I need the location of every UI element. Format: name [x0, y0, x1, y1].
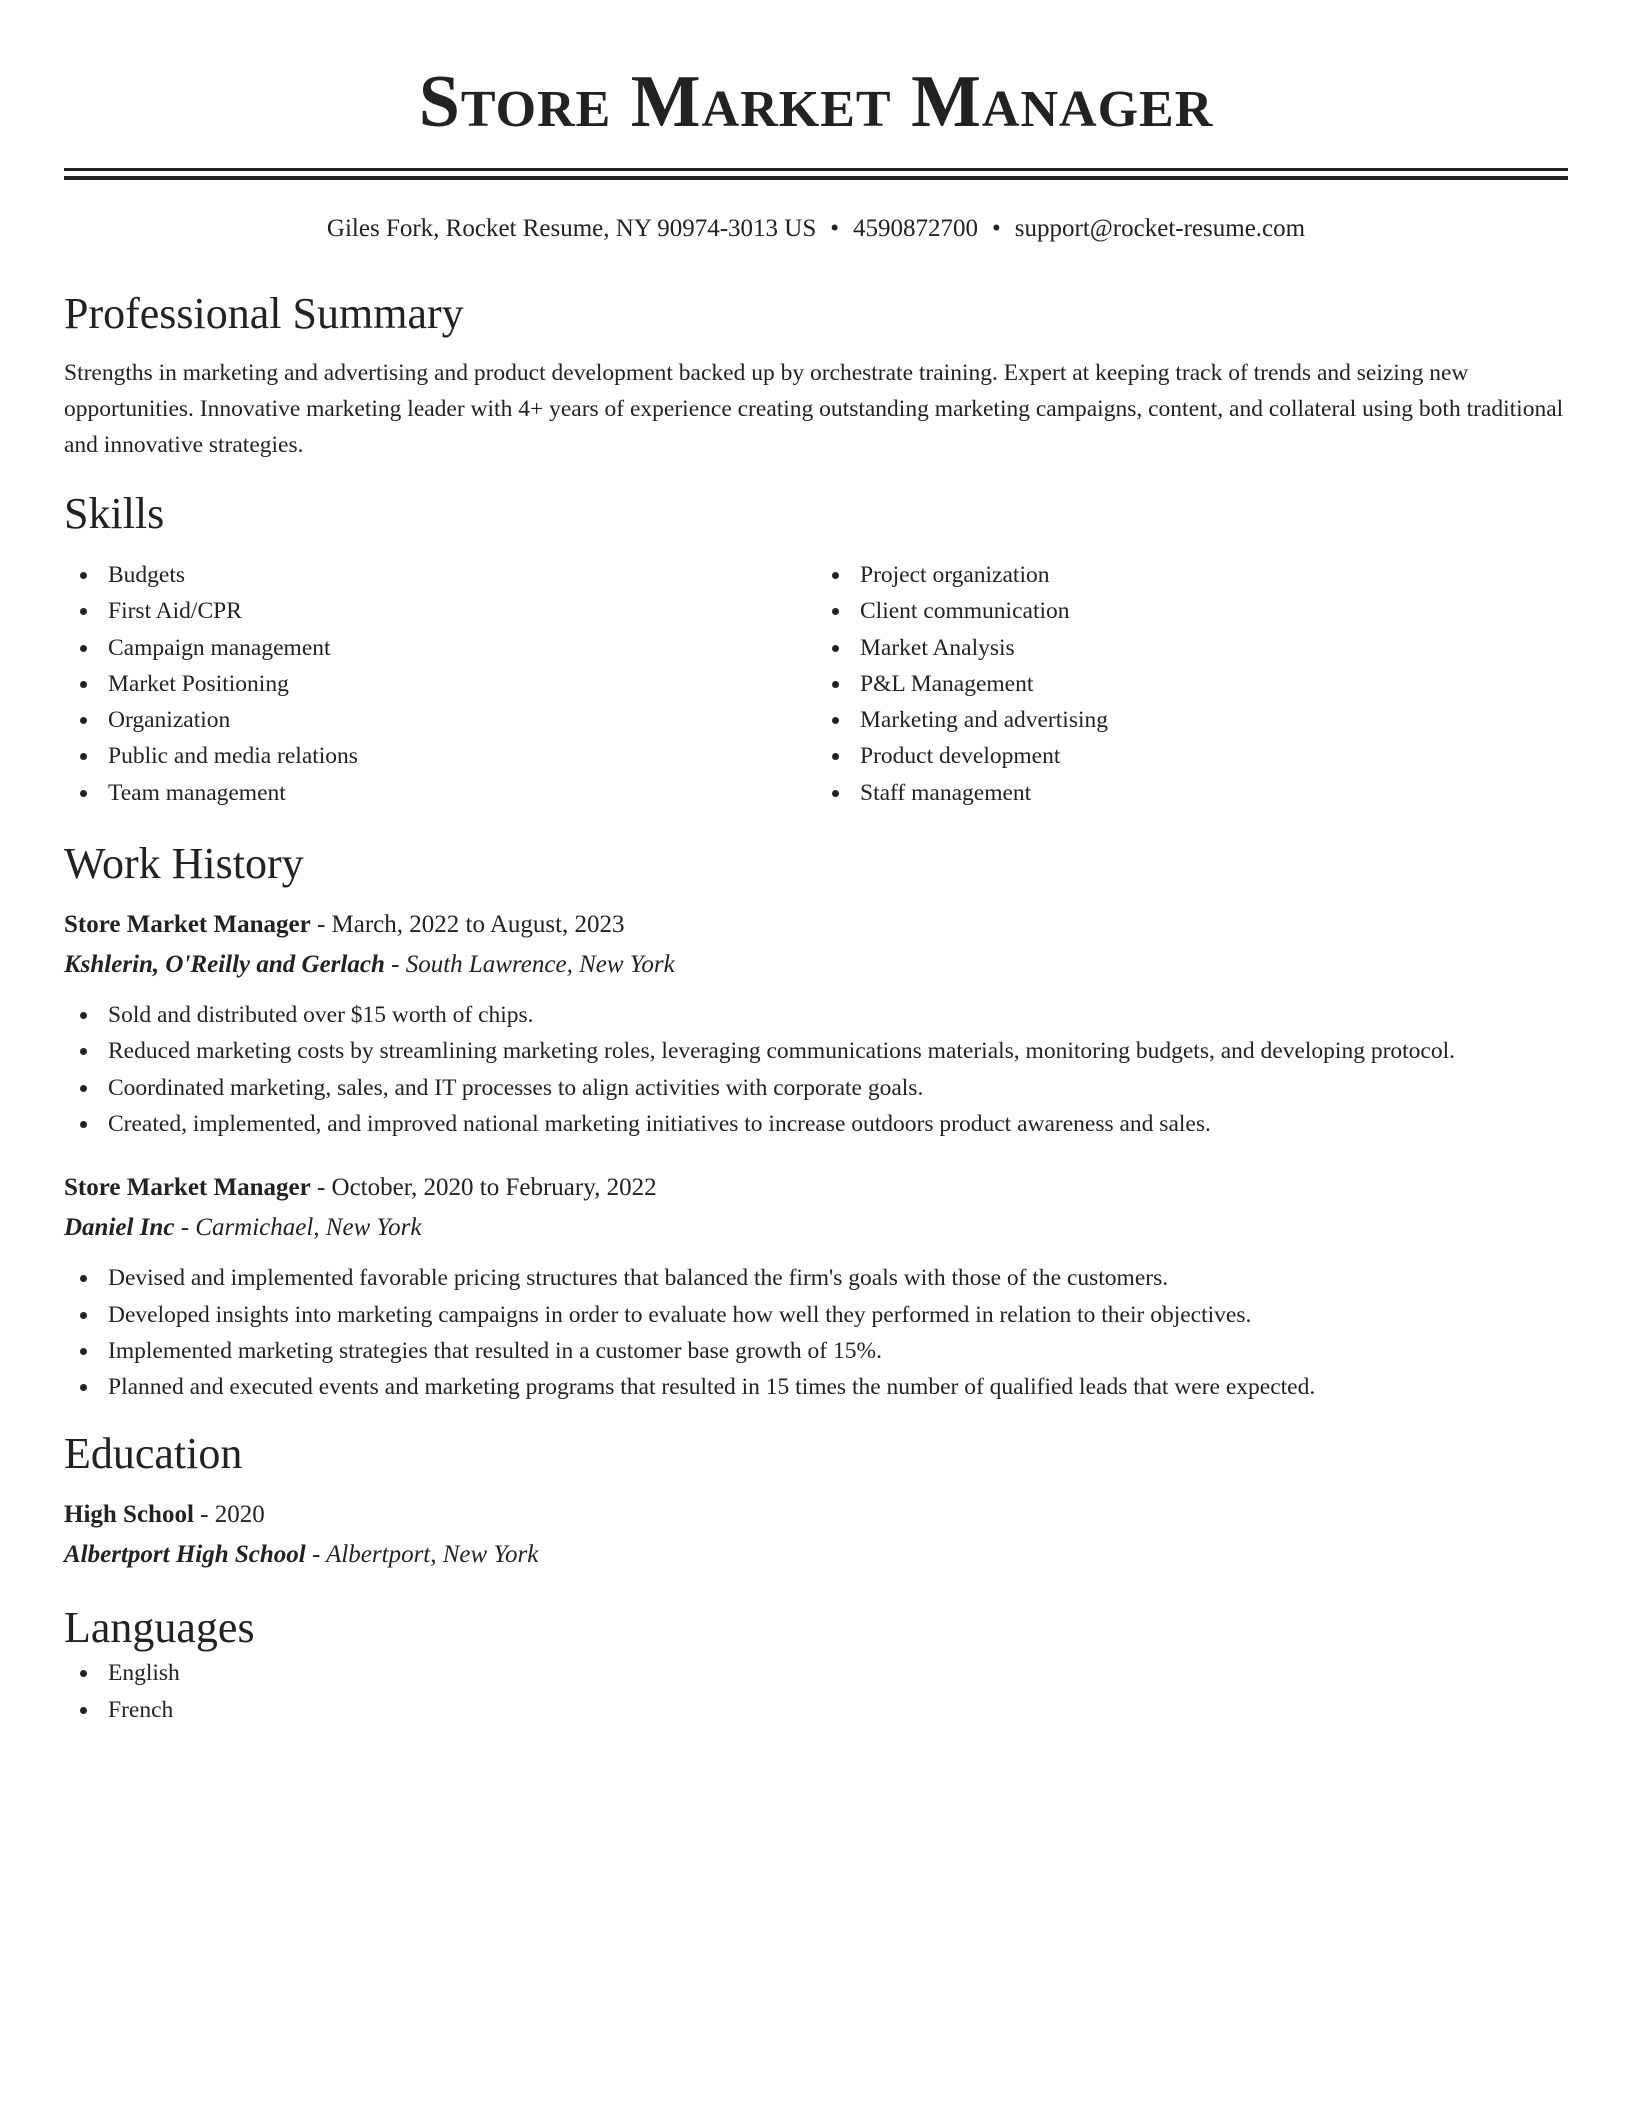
job-title: Store Market Manager [64, 911, 311, 939]
skills-heading: Skills [64, 489, 165, 538]
skill-item [64, 702, 816, 738]
skill-label: First Aid/CPR [108, 598, 242, 625]
job-bullet-text: Coordinated marketing, sales, and IT processes to align activities with corporate goals. [108, 1074, 924, 1101]
job-bullet-text: Planned and executed events and marketing programs that resulted in 15 times the number of qualified leads that were expected. [108, 1374, 1316, 1401]
contact-address: Giles Fork, Rocket Resume, NY 90974-3013 US [326, 215, 817, 242]
skill-label: Budgets [108, 562, 186, 588]
education-heading: Education [64, 1429, 243, 1479]
skill-item [816, 593, 1568, 629]
job-bullet-text: Devised and implemented favorable pricing structures that balanced the firm's goals with those of the customers. [108, 1265, 1169, 1292]
skill-item [64, 738, 816, 774]
work-history-heading: Work History [64, 839, 304, 889]
bullet-icon [80, 753, 87, 760]
job-title: Store Market Manager [64, 1174, 311, 1202]
bullet-icon [80, 608, 87, 615]
bullet-icon [80, 1348, 87, 1355]
bullet-icon [80, 790, 87, 797]
job-entry [64, 905, 1568, 1142]
school-name: Albertport High School [64, 1541, 306, 1569]
languages-list [64, 1655, 1568, 1728]
title-rule-bottom [64, 176, 1568, 180]
bullet-icon [832, 681, 839, 688]
skills-columns [64, 557, 1568, 811]
job-bullet-text: Implemented marketing strategies that resulted in a customer base growth of 15%. [108, 1337, 882, 1364]
title-rule-top [64, 168, 1568, 171]
skill-label: Staff management [860, 779, 1032, 806]
bullet-icon [80, 572, 87, 579]
job-entry [64, 1168, 1568, 1405]
job-title-line [64, 905, 1568, 945]
skill-label: Organization [108, 707, 231, 734]
company-name: Kshlerin, O'Reilly and Gerlach [64, 951, 385, 979]
skill-label: Market Analysis [860, 634, 1015, 661]
language-item [64, 1655, 1568, 1691]
skills-list-right [816, 557, 1568, 811]
bullet-icon [80, 681, 87, 688]
job-bullets [64, 1260, 1568, 1405]
degree: High School [64, 1501, 194, 1529]
job-bullet [64, 1070, 1568, 1106]
skill-item [64, 666, 816, 702]
contact-separator: • [830, 215, 840, 242]
skill-item [64, 630, 816, 666]
job-dates: - March, 2022 to August, 2023 [310, 911, 625, 939]
skills-list-left [64, 557, 816, 811]
school-location: - Albertport, New York [305, 1541, 539, 1569]
contact-phone: 4590872700 [853, 215, 979, 242]
bullet-icon [832, 572, 839, 579]
school-line [64, 1535, 1568, 1575]
skill-item [816, 738, 1568, 774]
job-bullet [64, 997, 1568, 1033]
bullet-icon [80, 1275, 87, 1282]
bullet-icon [832, 717, 839, 724]
bullet-icon [80, 1085, 87, 1092]
skill-label: Project organization [860, 562, 1050, 588]
company-line [64, 945, 1568, 985]
graduation-year: - 2020 [193, 1501, 265, 1529]
bullet-icon [832, 645, 839, 652]
bullet-icon [80, 1670, 87, 1677]
bullet-icon [832, 753, 839, 760]
skill-item [816, 630, 1568, 666]
skill-item [64, 775, 816, 811]
bullet-icon [832, 608, 839, 615]
job-bullet [64, 1260, 1568, 1296]
job-bullet [64, 1333, 1568, 1369]
bullet-icon [80, 1707, 87, 1714]
skill-label: P&L Management [860, 670, 1034, 697]
skill-label: Product development [860, 743, 1061, 770]
language-label: English [108, 1660, 180, 1687]
skill-label: Public and media relations [108, 743, 358, 770]
contact-separator: • [992, 215, 1001, 242]
resume-title: Store Market Manager [418, 61, 1214, 143]
bullet-icon [80, 1048, 87, 1055]
skill-item [64, 593, 816, 629]
skill-item [816, 775, 1568, 811]
skill-label: Client communication [860, 598, 1070, 625]
company-line [64, 1208, 1568, 1248]
skill-item [64, 557, 816, 593]
degree-line [64, 1495, 1568, 1535]
job-bullet-text: Developed insights into marketing campaigns in order to evaluate how well they performed in relation to their objectives. [108, 1301, 1252, 1328]
skill-item [816, 702, 1568, 738]
languages-heading: Languages [64, 1603, 255, 1653]
job-bullet-text: Created, implemented, and improved national marketing initiatives to increase outdoors product awareness and sales. [108, 1110, 1211, 1137]
company-location: - South Lawrence, New York [384, 951, 675, 979]
bullet-icon [80, 1121, 87, 1128]
bullet-icon [80, 1312, 87, 1319]
skill-label: Marketing and advertising [860, 707, 1108, 734]
contact-line [64, 213, 1568, 245]
summary-heading: Professional Summary [64, 289, 464, 338]
job-bullets [64, 997, 1568, 1142]
bullet-icon [80, 1384, 87, 1391]
education-entry [64, 1495, 1568, 1575]
job-bullet [64, 1369, 1568, 1405]
language-label: French [108, 1696, 174, 1723]
language-item [64, 1692, 1568, 1728]
job-bullet [64, 1033, 1568, 1069]
company-name: Daniel Inc [64, 1214, 175, 1242]
bullet-icon [80, 717, 87, 724]
job-bullet-text: Sold and distributed over $15 worth of chips. [108, 1002, 534, 1029]
summary-text: Strengths in marketing and advertising and product development backed up by orchestrate training. Expert at keeping track of trends and seizing new opportunities. Innovative marketing leader with 4+ years of experience creating outstanding marketing campaigns, content, and collateral using both traditional and innovative strategies. [64, 360, 1564, 458]
job-bullet [64, 1297, 1568, 1333]
skill-label: Market Positioning [108, 670, 289, 697]
skill-item [816, 557, 1568, 593]
skill-label: Campaign management [108, 634, 331, 661]
job-dates: - October, 2020 to February, 2022 [310, 1174, 657, 1202]
bullet-icon [80, 1012, 87, 1019]
job-bullet [64, 1106, 1568, 1142]
skill-label: Team management [108, 779, 286, 806]
contact-email: support@rocket-resume.com [1014, 215, 1306, 242]
skill-item [816, 666, 1568, 702]
bullet-icon [832, 790, 839, 797]
job-bullet-text: Reduced marketing costs by streamlining marketing roles, leveraging communications materials, monitoring budgets, and developing protocol. [108, 1038, 1456, 1065]
job-title-line [64, 1168, 1568, 1208]
company-location: - Carmichael, New York [174, 1214, 422, 1242]
bullet-icon [80, 645, 87, 652]
